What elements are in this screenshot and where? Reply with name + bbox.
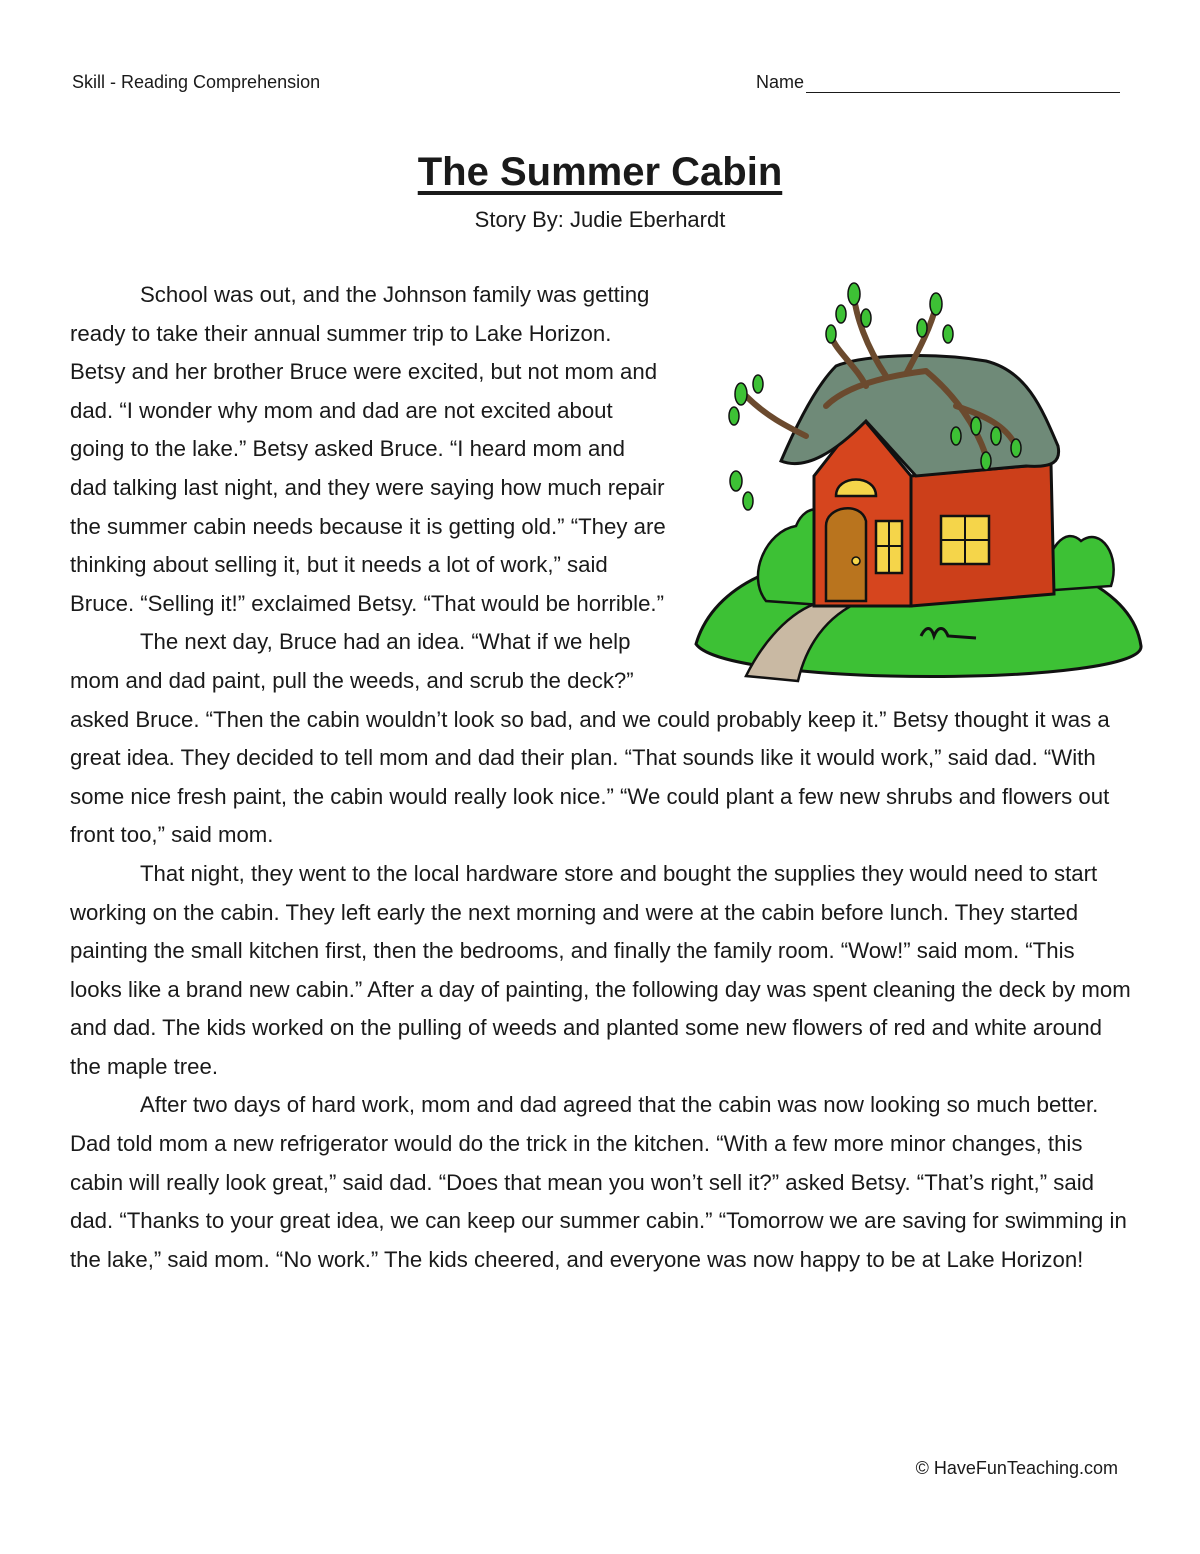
worksheet-header	[72, 72, 1120, 100]
story-title: The Summer Cabin	[417, 150, 783, 194]
cabin-illustration	[686, 276, 1148, 686]
name-field[interactable]	[756, 72, 1120, 93]
skill-label: Skill - Reading Comprehension	[72, 72, 321, 92]
story-paragraph: That night, they went to the local hardware store and bought the supplies they would need to start working on the cabin. They left early the next morning and were at the cabin before lunch. They started painting the small kitchen first, then the bedrooms, and finally the family room. “Wow!” said mom. “This looks like a brand new cabin.” After a day of painting, the following day was spent cleaning the deck by mom and dad. The kids worked on the pulling of weeds and planted some new flowers of red and white around the maple tree.	[70, 860, 1131, 1079]
story-body	[70, 276, 1132, 1279]
copyright-footer: © HaveFunTeaching.com	[915, 1458, 1118, 1478]
name-underline	[806, 72, 1120, 93]
story-paragraph: School was out, and the Johnson family was getting ready to take their annual summer trip to Lake Horizon. Betsy and her brother Bruce were excited, but not mom and dad. “I wonder why mom and dad are not excited about going to the lake.” Betsy asked Bruce. “I heard mom and dad talking last night, and they were saying how much repair the summer cabin needs because it is getting old.” “They are thinking about selling it, but it needs a lot of work,” said Bruce. “Selling it!” exclaimed Betsy. “That would be horrible.”	[70, 282, 666, 616]
name-label: Name	[756, 72, 805, 92]
story-paragraph: After two days of hard work, mom and dad agreed that the cabin was now looking so much better. Dad told mom a new refrigerator would do the trick in the kitchen. “With a few more minor changes, this cabin will really look great,” said dad. “Does that mean you won’t sell it?” asked Betsy. “That’s right,” said dad. “Thanks to your great idea, we can keep our summer cabin.” “Tomorrow we are saving for swimming in the lake,” said mom. “No work.” The kids cheered, and everyone was now happy to be at Lake Horizon!	[70, 1092, 1127, 1272]
story-byline: Story By: Judie Eberhardt	[474, 207, 726, 232]
story-paragraph: The next day, Bruce had an idea. “What if we help mom and dad paint, pull the weeds, and scrub the deck?” asked Bruce. “Then the cabin wouldn’t look so bad, and we could probably keep it.” Betsy thought it was a great idea. They decided to tell mom and dad their plan. “That sounds like it would work,” said dad. “With some nice fresh paint, the cabin would really look nice.” “We could plant a few new shrubs and flowers out front too,” said mom.	[70, 629, 1110, 848]
